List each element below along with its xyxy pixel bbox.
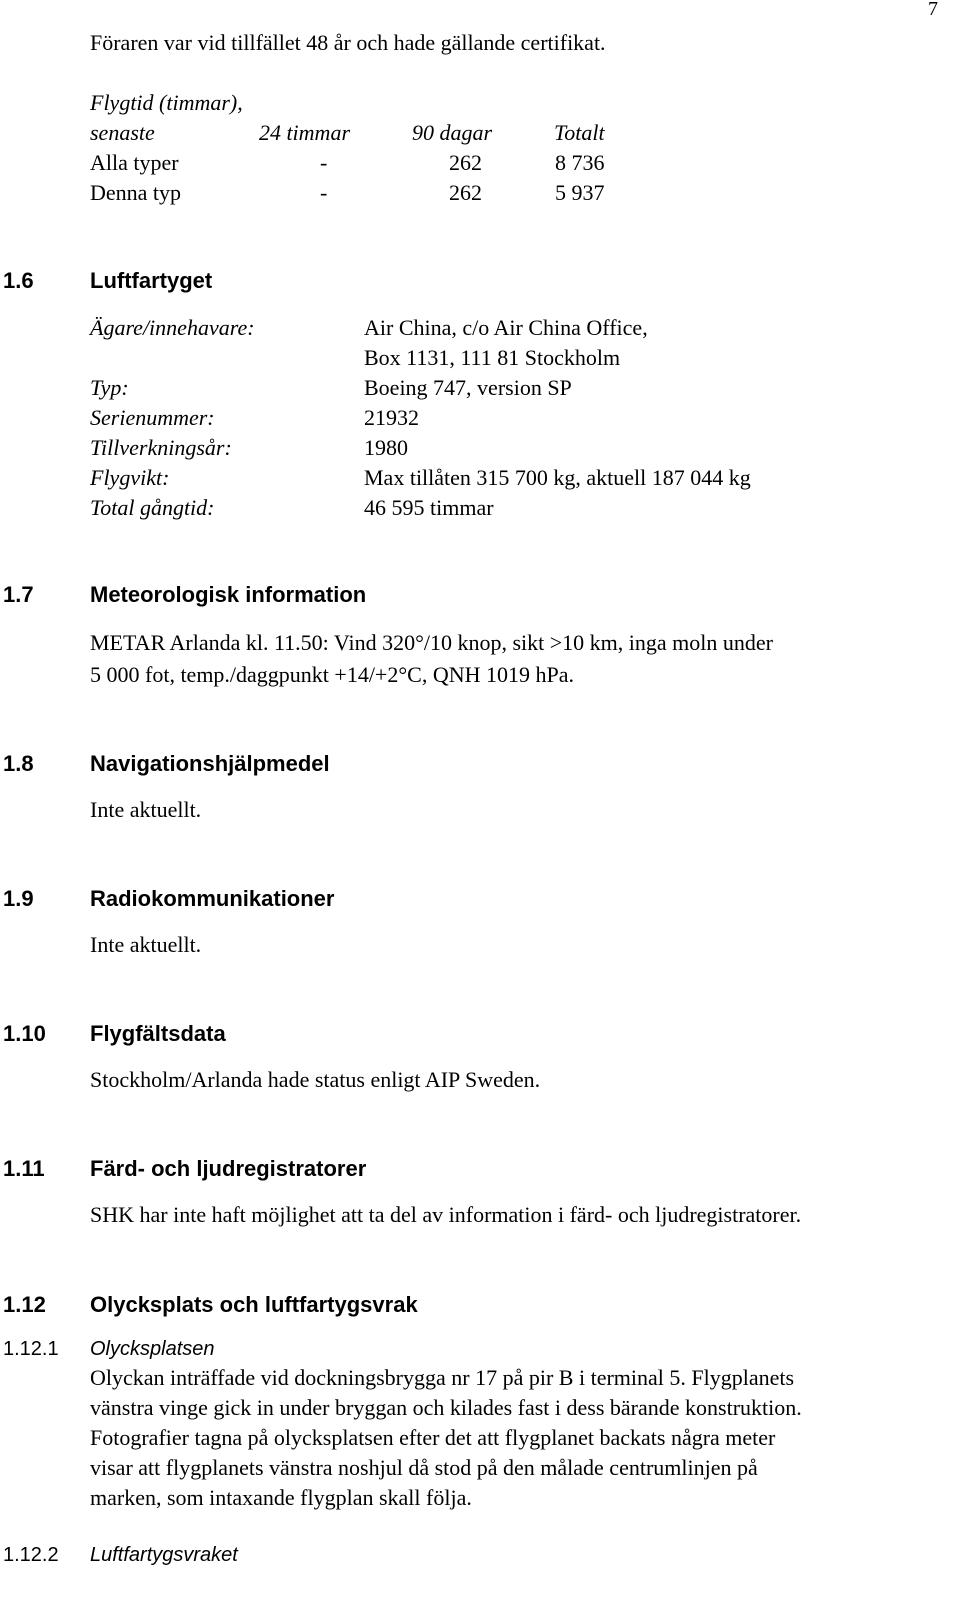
flight-time-heading-senaste: senaste <box>90 120 155 145</box>
field-label: Tillverkningsår: <box>90 435 232 460</box>
intro-text: Föraren var vid tillfället 48 år och hade gällande certifikat. <box>90 30 606 55</box>
subsection-1-12-2-title: Luftfartygsvraket <box>90 1544 238 1566</box>
subsection-1-12-2-number: 1.12.2 <box>3 1544 59 1566</box>
field-value: Air China, c/o Air China Office, <box>364 315 648 340</box>
paragraph-line: marken, som intaxande flygplan skall följa. <box>90 1485 472 1510</box>
paragraph-line: vänstra vinge gick in under bryggan och kilades fast i dess bärande konstruktion. <box>90 1395 802 1420</box>
metar-line-2: 5 000 fot, temp./daggpunkt +14/+2°C, QNH 1019 hPa. <box>90 662 574 687</box>
section-1-9-title: Radiokommunikationer <box>90 886 335 911</box>
section-1-10-text: Stockholm/Arlanda hade status enligt AIP Sweden. <box>90 1067 541 1092</box>
subsection-1-12-1-title: Olycksplatsen <box>90 1338 215 1360</box>
section-1-12-number: 1.12 <box>3 1292 46 1317</box>
row-90d: 262 <box>449 180 482 205</box>
section-1-10-title: Flygfältsdata <box>90 1021 226 1046</box>
field-label: Ägare/innehavare: <box>90 315 255 340</box>
flight-time-heading: Flygtid (timmar), <box>90 90 243 115</box>
field-label: Serienummer: <box>90 405 215 430</box>
section-1-9-text: Inte aktuellt. <box>90 932 202 957</box>
section-1-11-number: 1.11 <box>3 1156 45 1181</box>
field-value: Max tillåten 315 700 kg, aktuell 187 044 kg <box>364 465 751 490</box>
field-value: 1980 <box>364 435 408 460</box>
section-1-6-number: 1.6 <box>3 268 34 293</box>
row-label: Denna typ <box>90 180 182 205</box>
field-value: Box 1131, 111 81 Stockholm <box>364 345 621 370</box>
section-1-7-title: Meteorologisk information <box>90 582 367 607</box>
subsection-1-12-1-number: 1.12.1 <box>3 1338 59 1360</box>
section-1-8-title: Navigationshjälpmedel <box>90 751 330 776</box>
row-label: Alla typer <box>90 150 179 175</box>
section-1-8-number: 1.8 <box>3 751 34 776</box>
paragraph-line: Fotografier tagna på olycksplatsen efter det att flygplanet backats några meter <box>90 1425 776 1450</box>
paragraph-line: Olyckan inträffade vid dockningsbrygga nr 17 på pir B i terminal 5. Flygplanets <box>90 1365 795 1390</box>
section-1-11-text: SHK har inte haft möjlighet att ta del av information i färd- och ljudregistratorer. <box>90 1202 802 1227</box>
row-total: 5 937 <box>555 180 605 205</box>
metar-line-1: METAR Arlanda kl. 11.50: Vind 320°/10 knop, sikt >10 km, inga moln under <box>90 630 773 655</box>
field-value: 21932 <box>364 405 419 430</box>
col-header-90d: 90 dagar <box>411 120 492 145</box>
field-value: 46 595 timmar <box>364 495 494 520</box>
field-label: Typ: <box>90 375 129 400</box>
col-header-total: Totalt <box>554 120 605 145</box>
row-24h: - <box>320 180 328 205</box>
section-1-6-title: Luftfartyget <box>90 268 213 293</box>
section-1-11-title: Färd- och ljudregistratorer <box>90 1156 367 1181</box>
section-1-8-text: Inte aktuellt. <box>90 797 202 822</box>
field-label: Total gångtid: <box>90 495 215 520</box>
row-total: 8 736 <box>555 150 605 175</box>
paragraph-line: visar att flygplanets vänstra noshjul då stod på den målade centrumlinjen på <box>90 1455 758 1480</box>
section-1-12-title: Olycksplats och luftfartygsvrak <box>90 1292 418 1317</box>
section-1-10-number: 1.10 <box>3 1021 46 1046</box>
col-header-24h: 24 timmar <box>258 120 350 145</box>
field-value: Boeing 747, version SP <box>364 375 572 400</box>
section-1-7-number: 1.7 <box>3 582 34 607</box>
page-number: 7 <box>928 0 938 20</box>
row-24h: - <box>320 150 328 175</box>
field-label: Flygvikt: <box>90 465 170 490</box>
section-1-9-number: 1.9 <box>3 886 34 911</box>
row-90d: 262 <box>449 150 482 175</box>
